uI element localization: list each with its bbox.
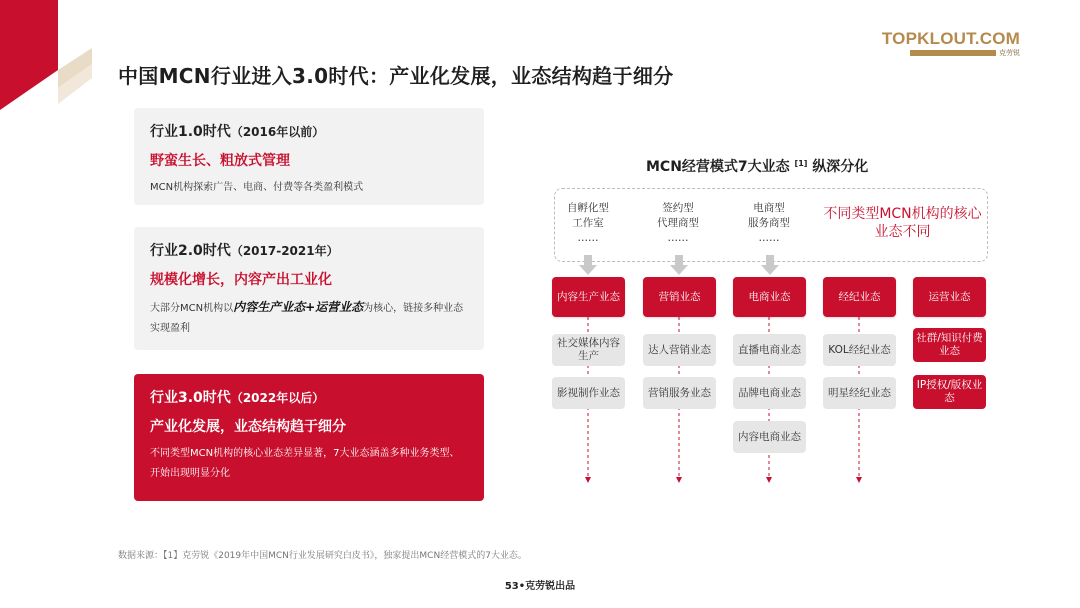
- sub-social-media-content: 社交媒体内容生产: [552, 334, 625, 366]
- era-1-subtitle: 野蛮生长、粗放式管理: [150, 153, 290, 169]
- sub-marketing-service: 营销服务业态: [643, 377, 716, 409]
- sub-ip-licensing: IP授权/版权业态: [913, 375, 986, 409]
- type-incubator: 自孵化型 工作室 ……: [567, 202, 609, 244]
- category-operation: 运营业态: [913, 277, 986, 317]
- era-2-head: 行业2.0时代: [150, 243, 231, 259]
- sub-content-ecommerce: 内容电商业态: [733, 421, 806, 453]
- type-ecommerce-service: 电商型 服务商型 ……: [748, 202, 790, 244]
- category-agency: 经纪业态: [823, 277, 896, 317]
- era-3-card: [134, 374, 484, 501]
- down-arrow-icon: [761, 255, 779, 275]
- model-title: [646, 156, 868, 176]
- logo-text: TOPKLOUT.COM: [881, 29, 1020, 48]
- era-2-subtitle: 规模化增长，内容产出工业化: [150, 272, 332, 288]
- era-2-years: （2017-2021年）: [230, 244, 339, 258]
- model-title-text: MCN经营模式7大业态: [646, 159, 790, 175]
- era-3-desc: 不同类型MCN机构的核心业态差异显著，7大业态涵盖多种业务类型、开始出现明显分化: [150, 448, 460, 479]
- sub-kol-agency: KOL经纪业态: [823, 334, 896, 366]
- era-3-years: （2022年以后）: [230, 391, 325, 405]
- era-2-desc-a: 大部分MCN机构以: [150, 303, 234, 314]
- model-title-ref: [1]: [794, 159, 808, 168]
- era-3-subtitle: 产业化发展，业态结构趋于细分: [150, 419, 346, 435]
- era-1-years: （2016年以前）: [230, 125, 325, 139]
- logo-tagline-bar: [910, 50, 996, 56]
- era-1-card: [134, 108, 484, 205]
- category-marketing: 营销业态: [643, 277, 716, 317]
- sub-celebrity-agency: 明星经纪业态: [823, 377, 896, 409]
- era-2-desc: [150, 297, 468, 339]
- era-2-desc-emphasis: 内容生产业态+运营业态: [233, 300, 364, 314]
- down-arrow-icon: [579, 255, 597, 275]
- sub-influencer-marketing: 达人营销业态: [643, 334, 716, 366]
- era-2-card: [134, 227, 484, 350]
- page-footer: 53•克劳锐出品: [504, 581, 576, 592]
- sub-community-paid-knowledge: 社群/知识付费业态: [913, 328, 986, 362]
- brand-logo: [882, 30, 1020, 57]
- page-title: 中国MCN行业进入3.0时代：产业化发展，业态结构趋于细分: [118, 64, 674, 88]
- category-content: 内容生产业态: [552, 277, 625, 317]
- era-2-desc-b: 为核心，链接多种业态实现盈利: [150, 303, 464, 334]
- corner-decoration: [0, 0, 110, 120]
- core-business-note: 不同类型MCN机构的核心业态不同: [823, 206, 982, 240]
- type-signed-agent: 签约型 代理商型 ……: [657, 202, 699, 244]
- data-source-note: 数据来源：【1】克劳锐《2019年中国MCN行业发展研究白皮书》，独家提出MCN经营模式的7大业态。: [118, 551, 527, 561]
- era-1-desc: MCN机构探索广告、电商、付费等各类盈利模式: [150, 182, 364, 193]
- model-title-tail: 纵深分化: [812, 159, 869, 175]
- era-1-head: 行业1.0时代: [150, 124, 231, 140]
- sub-live-ecommerce: 直播电商业态: [733, 334, 806, 366]
- down-arrow-icon: [670, 255, 688, 275]
- sub-film-production: 影视制作业态: [552, 377, 625, 409]
- category-ecommerce: 电商业态: [733, 277, 806, 317]
- era-3-head: 行业3.0时代: [150, 390, 231, 406]
- logo-cn: 克劳锐: [999, 49, 1020, 57]
- sub-brand-ecommerce: 品牌电商业态: [733, 377, 806, 409]
